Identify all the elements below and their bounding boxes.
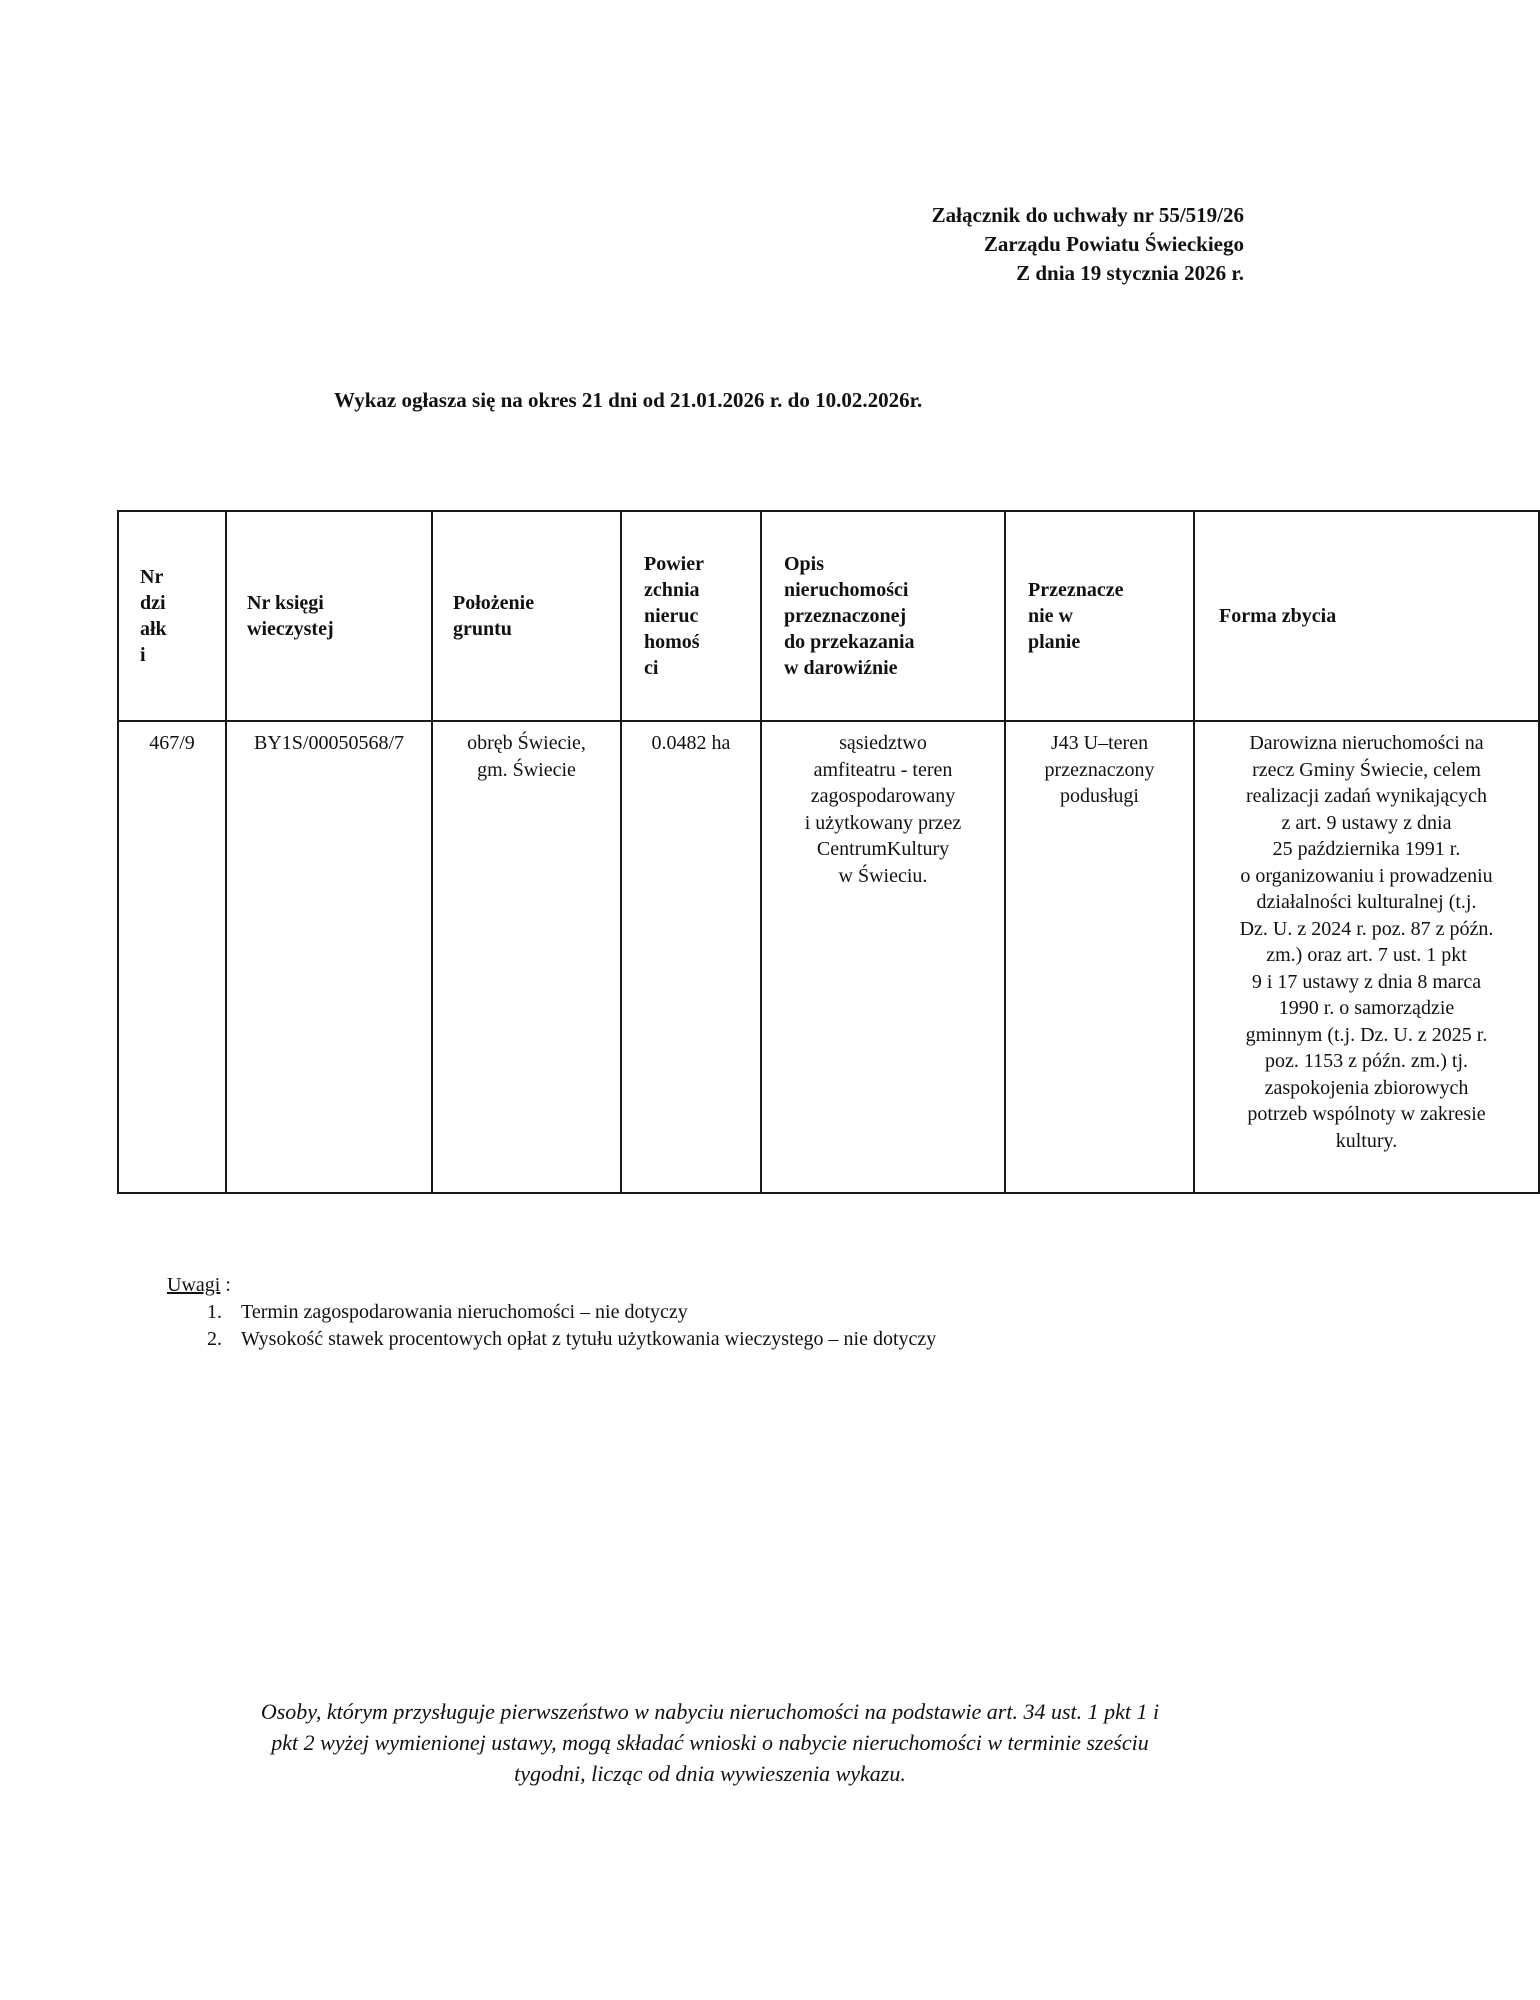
header-przeznaczenie bbox=[1005, 511, 1194, 721]
notes-section bbox=[167, 1272, 936, 1353]
cell-line: Dz. U. z 2024 r. poz. 87 z późn. bbox=[1239, 917, 1494, 940]
header-text: w darowiźnie bbox=[784, 657, 898, 679]
header-text: ci bbox=[644, 657, 659, 679]
cell-line: CentrumKultury bbox=[816, 838, 950, 860]
header-text: Nr księgi bbox=[247, 592, 324, 614]
cell-line: poz. 1153 z późn. zm.) tj. bbox=[1264, 1050, 1469, 1072]
cell-line: sąsiedztwo bbox=[839, 732, 927, 754]
note-item: 1. Termin zagospodarowania nieruchomości – nie dotyczy bbox=[227, 1299, 936, 1326]
header-text: przeznaczonej bbox=[784, 605, 907, 627]
note-item: 2. Wysokość stawek procentowych opłat z tytułu użytkowania wieczystego – nie dotyczy bbox=[227, 1326, 936, 1353]
header-text: Forma zbycia bbox=[1219, 605, 1337, 627]
footer-line: tygodni, licząc od dnia wywieszenia wykazu. bbox=[514, 1761, 906, 1786]
cell-line: rzecz Gminy Świecie, celem bbox=[1252, 758, 1481, 781]
header-text: zchnia bbox=[644, 579, 700, 601]
header-ksiega bbox=[226, 511, 432, 721]
cell-line: 9 i 17 ustawy z dnia 8 marca bbox=[1251, 970, 1482, 993]
header-text: wieczystej bbox=[247, 618, 334, 640]
attachment-title: Załącznik do uchwały nr 55/519/26 bbox=[931, 203, 1244, 227]
cell-line: obręb Świecie, bbox=[467, 732, 586, 754]
cell-przeznaczenie bbox=[1005, 721, 1194, 1193]
table-row bbox=[118, 721, 1539, 1193]
header-forma-zbycia bbox=[1194, 511, 1539, 721]
header-text: nie w bbox=[1028, 605, 1073, 627]
cell-line: gminnym (t.j. Dz. U. z 2025 r. bbox=[1245, 1023, 1488, 1046]
header-text: Powier bbox=[644, 553, 704, 575]
cell-powierzchnia: 0.0482 ha bbox=[621, 721, 761, 1193]
header-text: nieruchomości bbox=[784, 579, 909, 601]
notes-heading bbox=[167, 1272, 936, 1299]
cell-ksiega: BY1S/00050568/7 bbox=[226, 721, 432, 1193]
property-table bbox=[117, 510, 1540, 1194]
cell-line: i użytkowany przez bbox=[804, 811, 962, 834]
cell-line: Darowizna nieruchomości na bbox=[1249, 732, 1484, 754]
attachment-header bbox=[932, 201, 1244, 288]
cell-line: J43 U–teren bbox=[1050, 732, 1149, 754]
cell-line: zagospodarowany bbox=[810, 785, 956, 807]
footer-line: pkt 2 wyżej wymienionej ustawy, mogą składać wnioski o nabycie nieruchomości w terminie sześciu bbox=[271, 1730, 1149, 1755]
cell-line: amfiteatru - teren bbox=[813, 758, 953, 781]
cell-line: 1990 r. o samorządzie bbox=[1278, 997, 1455, 1019]
cell-line: kultury. bbox=[1335, 1129, 1398, 1152]
notes-title: Uwagi bbox=[167, 1274, 221, 1296]
attachment-date: Z dnia 19 stycznia 2026 r. bbox=[1016, 261, 1244, 285]
header-text: Nr bbox=[140, 566, 164, 588]
cell-line: z art. 9 ustawy z dnia bbox=[1281, 811, 1452, 834]
header-text: dzi bbox=[140, 592, 166, 614]
cell-line: podusługi bbox=[1060, 785, 1139, 807]
cell-forma-zbycia bbox=[1194, 721, 1539, 1193]
cell-line: zm.) oraz art. 7 ust. 1 pkt bbox=[1266, 944, 1467, 966]
cell-nr-dzialki: 467/9 bbox=[118, 721, 226, 1193]
header-text: gruntu bbox=[453, 618, 512, 640]
cell-polozenie bbox=[432, 721, 621, 1193]
footer-line: Osoby, którym przysługuje pierwszeństwo w nabyciu nieruchomości na podstawie art. 34 ust. 1 pkt 1 i bbox=[260, 1699, 1160, 1724]
cell-line: zaspokojenia zbiorowych bbox=[1264, 1076, 1469, 1099]
header-text: Położenie bbox=[453, 592, 535, 614]
notes-list bbox=[167, 1299, 936, 1353]
header-text: i bbox=[140, 644, 146, 666]
header-text: do przekazania bbox=[784, 631, 915, 653]
cell-line: o organizowaniu i prowadzeniu bbox=[1240, 864, 1493, 887]
header-text: Opis bbox=[784, 553, 825, 575]
header-nr-dzialki bbox=[118, 511, 226, 721]
header-polozenie bbox=[432, 511, 621, 721]
header-text: homoś bbox=[644, 631, 700, 653]
attachment-authority: Zarządu Powiatu Świeckiego bbox=[983, 232, 1244, 256]
notes-title-suffix: : bbox=[220, 1274, 231, 1296]
announcement: Wykaz ogłasza się na okres 21 dni od 21.01.2026 r. do 10.02.2026r. bbox=[334, 388, 923, 412]
cell-line: działalności kulturalnej (t.j. bbox=[1256, 891, 1477, 913]
table-header-row bbox=[118, 511, 1539, 721]
header-text: nieruc bbox=[644, 605, 699, 627]
header-powierzchnia bbox=[621, 511, 761, 721]
header-text: ałk bbox=[140, 618, 167, 640]
header-text: Przeznacze bbox=[1028, 579, 1124, 601]
cell-line: 25 października 1991 r. bbox=[1272, 838, 1461, 860]
cell-opis bbox=[761, 721, 1005, 1193]
cell-line: przeznaczony bbox=[1044, 758, 1155, 781]
footer-notice bbox=[160, 1696, 1260, 1789]
cell-line: gm. Świecie bbox=[477, 758, 576, 781]
cell-line: w Świeciu. bbox=[838, 864, 928, 887]
header-text: planie bbox=[1028, 631, 1081, 653]
header-opis bbox=[761, 511, 1005, 721]
cell-line: realizacji zadań wynikających bbox=[1246, 785, 1487, 807]
cell-line: potrzeb wspólnoty w zakresie bbox=[1247, 1103, 1486, 1125]
